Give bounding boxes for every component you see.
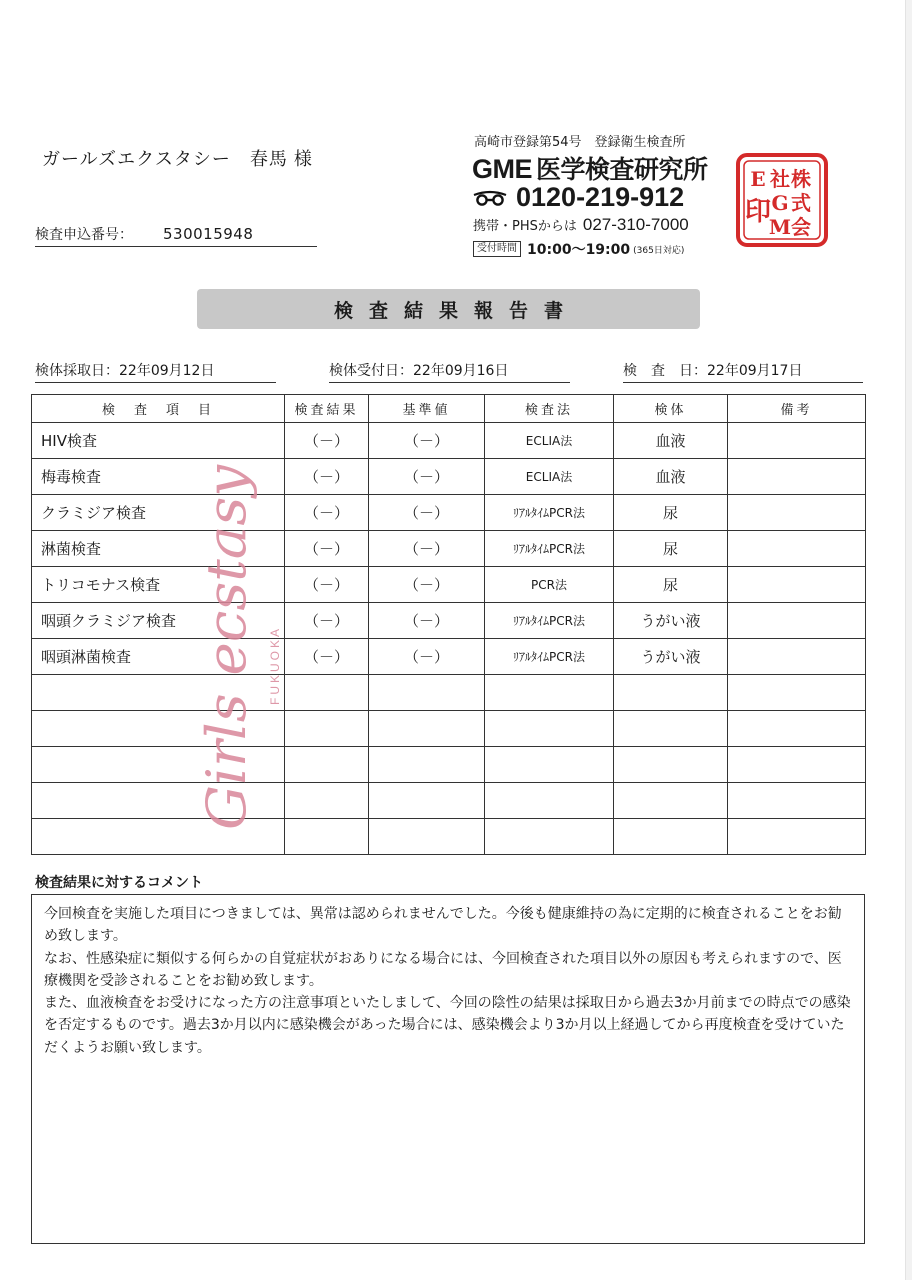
test-result: （－） xyxy=(285,603,369,639)
lab-registration: 高崎市登録第54号 登録衛生検査所 xyxy=(474,135,686,150)
test-item: 咽頭淋菌検査 xyxy=(32,639,285,675)
header-reference: 基準値 xyxy=(369,395,485,423)
lab-hours xyxy=(473,239,684,259)
test-result: （－） xyxy=(285,531,369,567)
svg-text:会: 会 xyxy=(791,215,811,239)
header-item: 検 査 項 目 xyxy=(32,395,285,423)
watermark-logo xyxy=(183,455,288,835)
lab-mobile-label: 携帯・PHSからは xyxy=(473,219,577,234)
recipient-name xyxy=(42,145,313,171)
company-seal-stamp xyxy=(735,152,829,248)
hours-badge: 受付時間 xyxy=(473,241,521,257)
remarks xyxy=(728,567,866,603)
test-method: PCR法 xyxy=(485,567,614,603)
test-method: ﾘｱﾙﾀｲﾑPCR法 xyxy=(485,531,614,567)
test-method: ﾘｱﾙﾀｲﾑPCR法 xyxy=(485,495,614,531)
page-edge xyxy=(905,0,912,1280)
lab-mobile-number: 027-310-7000 xyxy=(582,215,689,234)
test-method: ECLIA法 xyxy=(485,459,614,495)
remarks xyxy=(728,603,866,639)
svg-text:FUKUOKA: FUKUOKA xyxy=(268,625,282,705)
table-row xyxy=(32,531,866,567)
reference-value: （－） xyxy=(369,639,485,675)
table-row xyxy=(32,495,866,531)
lab-brand: GME xyxy=(472,154,533,184)
svg-text:社: 社 xyxy=(770,167,790,191)
reference-value: （－） xyxy=(369,603,485,639)
lab-name-text: 医学検査研究所 xyxy=(536,155,708,184)
header-note: 備考 xyxy=(728,395,866,423)
specimen: 血液 xyxy=(614,423,728,459)
empty-row xyxy=(32,747,866,783)
comment-title: 検査結果に対するコメント xyxy=(35,875,203,891)
test-item: HIV検査 xyxy=(32,423,285,459)
test-result: （－） xyxy=(285,423,369,459)
test-date: 検 査 日：22年09月17日 xyxy=(623,360,863,383)
svg-text:E: E xyxy=(750,167,766,191)
test-result: （－） xyxy=(285,639,369,675)
specimen: 尿 xyxy=(614,531,728,567)
remarks xyxy=(728,531,866,567)
remarks xyxy=(728,495,866,531)
hours-value: 10:00〜19:00 xyxy=(527,242,631,258)
comment-box xyxy=(31,894,865,1244)
test-method: ﾘｱﾙﾀｲﾑPCR法 xyxy=(485,639,614,675)
test-method: ECLIA法 xyxy=(485,423,614,459)
application-number-value: 530015948 xyxy=(163,225,254,243)
test-item: 咽頭クラミジア検査 xyxy=(32,603,285,639)
application-number-label: 検査申込番号： xyxy=(35,227,133,243)
comment-paragraph: また、血液検査をお受けになった方の注意事項といたしまして、今回の陰性の結果は採取日から過去3か月前までの時点での感染を否定するものです。過去3か月以内に感染機会があった場合には、感染機会より3か月以上経過してから再度検査を受けていただくようお願い致します。 xyxy=(44,995,851,1056)
remarks xyxy=(728,459,866,495)
test-result: （－） xyxy=(285,459,369,495)
specimen: うがい液 xyxy=(614,639,728,675)
header-method: 検査法 xyxy=(485,395,614,423)
reference-value: （－） xyxy=(369,459,485,495)
application-number-field xyxy=(35,224,317,247)
table-row xyxy=(32,639,866,675)
remarks xyxy=(728,423,866,459)
lab-name xyxy=(472,150,708,186)
remarks xyxy=(728,639,866,675)
reference-value: （－） xyxy=(369,567,485,603)
lab-phone xyxy=(472,182,684,213)
specimen: うがい液 xyxy=(614,603,728,639)
empty-row xyxy=(32,711,866,747)
received-date: 検体受付日：22年09月16日 xyxy=(329,360,570,383)
svg-text:株: 株 xyxy=(791,167,811,191)
empty-row xyxy=(32,675,866,711)
hours-note: (365日対応) xyxy=(633,245,685,256)
reference-value: （－） xyxy=(369,495,485,531)
empty-row xyxy=(32,819,866,855)
reference-value: （－） xyxy=(369,423,485,459)
empty-row xyxy=(32,783,866,819)
table-header-row xyxy=(32,395,866,423)
table-row xyxy=(32,603,866,639)
test-result: （－） xyxy=(285,567,369,603)
svg-text:式: 式 xyxy=(791,191,811,215)
lab-mobile xyxy=(473,215,689,235)
table-row xyxy=(32,459,866,495)
svg-text:G: G xyxy=(771,191,789,215)
test-item: 淋菌検査 xyxy=(32,531,285,567)
header-specimen: 検体 xyxy=(614,395,728,423)
recipient-honorific: 様 xyxy=(293,149,313,170)
test-item: トリコモナス検査 xyxy=(32,567,285,603)
recipient-name-text: ガールズエクスタシー 春馬 xyxy=(42,149,288,170)
table-row xyxy=(32,423,866,459)
free-dial-icon xyxy=(472,190,508,206)
collection-date: 検体採取日：22年09月12日 xyxy=(35,360,276,383)
report-title: 検査結果報告書 xyxy=(197,289,700,329)
test-method: ﾘｱﾙﾀｲﾑPCR法 xyxy=(485,603,614,639)
svg-text:印: 印 xyxy=(744,197,772,227)
svg-text:Girls ecstasy: Girls ecstasy xyxy=(195,479,258,830)
lab-phone-number: 0120-219-912 xyxy=(516,182,685,212)
results-table xyxy=(31,394,866,855)
header-result: 検査結果 xyxy=(285,395,369,423)
reference-value: （－） xyxy=(369,531,485,567)
test-item: クラミジア検査 xyxy=(32,495,285,531)
comment-paragraph: なお、性感染症に類似する何らかの自覚症状がおありになる場合には、今回検査された項目以外の原因も考えられますので、医療機関を受診されることをお勧め致します。 xyxy=(44,950,842,989)
specimen: 尿 xyxy=(614,567,728,603)
specimen: 尿 xyxy=(614,495,728,531)
test-item: 梅毒検査 xyxy=(32,459,285,495)
comment-paragraph: 今回検査を実施した項目につきましては、異常は認められませんでした。今後も健康維持の為に定期的に検査されることをお勧め致します。 xyxy=(44,906,842,945)
test-result: （－） xyxy=(285,495,369,531)
specimen: 血液 xyxy=(614,459,728,495)
svg-text:M: M xyxy=(768,215,792,239)
table-row xyxy=(32,567,866,603)
